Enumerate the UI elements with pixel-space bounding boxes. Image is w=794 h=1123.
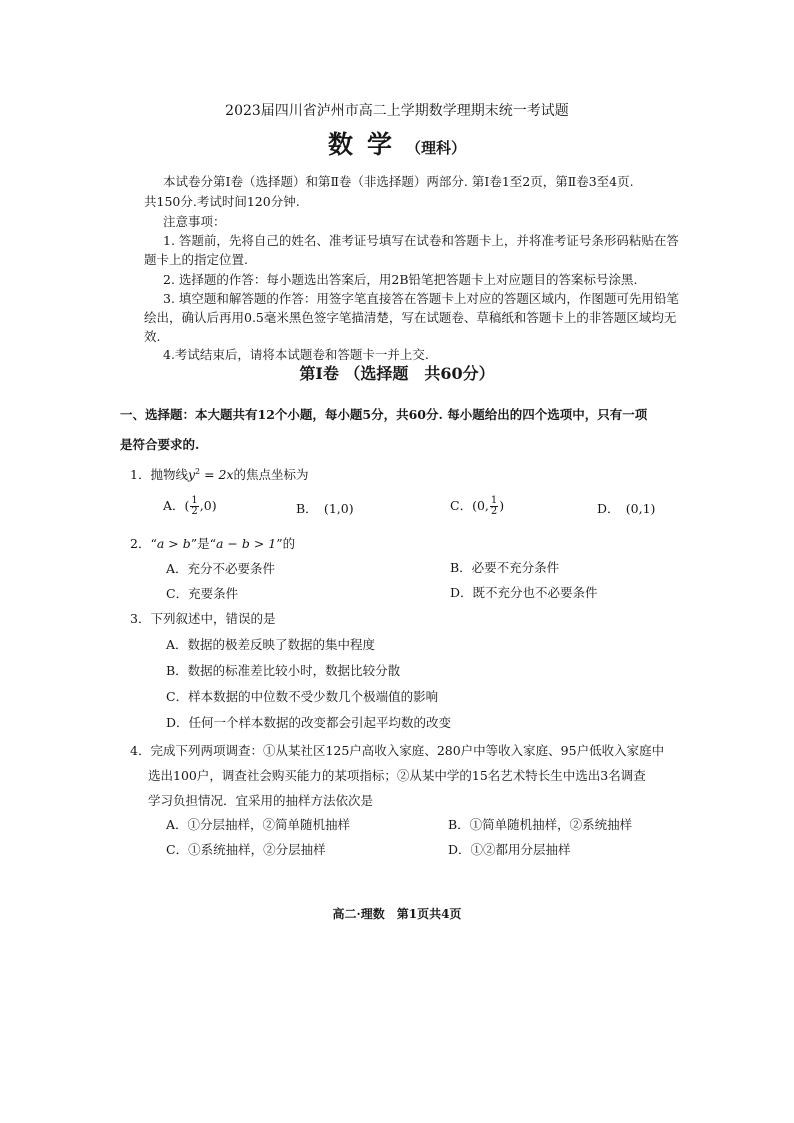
q4-option-d: D．①②都用分层抽样 [448,842,571,857]
q1-a-den: 2 [191,506,198,517]
exam-title: 2023届四川省泸州市高二上学期数学理期末统一考试题 [225,103,569,119]
q4-option-c: C．①系统抽样，②分层抽样 [166,842,326,857]
subject-heading [0,125,794,161]
q1-eq-y: y [187,467,196,482]
q2-stem-pre: 2．“ [130,536,157,551]
q1-option-a [163,496,217,517]
page-footer: 高二·理数 第1页共4页 [332,907,462,921]
notice-3b: 绘出，确认后再用0.5毫米黑色签字笔描清楚，写在试题卷、草稿纸和答题卡上的非答题区域均无 [144,310,677,325]
q1-c-close: ) [499,498,505,513]
subject-note: （理科） [406,139,467,157]
q4-stem-3: 学习负担情况．宜采用的抽样方法依次是 [148,793,374,808]
q1-eq-rest: = 2x [200,467,234,482]
subject-name: 数学 [327,130,406,159]
q1-c-open: (0, [472,498,489,513]
q1-c-num: 1 [490,495,498,506]
q1-option-c [450,496,504,517]
q3-option-b: B．数据的标准差比较小时，数据比较分散 [166,663,401,678]
q1-a-close: ,0) [199,498,217,513]
notice-1b: 题卡上的指定位置. [144,252,248,267]
q2-stem [130,534,295,552]
notice-3c: 效. [144,329,161,344]
section-desc-1: 一、选择题：本大题共有12个小题，每小题5分，共60分. 每小题给出的四个选项中，只有一项 [120,407,648,422]
notice-title: 注意事项： [163,214,226,229]
q2-option-a: A．充分不必要条件 [166,561,276,576]
q1-a-fraction [190,496,198,517]
q4-option-b: B．①简单随机抽样，②系统抽样 [448,817,633,832]
q4-stem-2: 选出100户，调查社会购买能力的某项指标；②从某中学的15名艺术特长生中选出3名调查 [148,768,646,783]
q3-option-a: A．数据的极差反映了数据的集中程度 [166,637,376,652]
q3-option-c: C．样本数据的中位数不受少数几个极端值的影响 [166,689,439,704]
q2-stem-mid: ”是“ [190,536,216,551]
q1-stem [130,465,309,483]
q2-option-d: D．既不充分也不必要条件 [450,585,598,600]
q1-a-open: ( [184,498,190,513]
q1-c-fraction [490,496,498,517]
q1-option-b: B． (1,0) [296,501,354,516]
q4-stem-1: 4．完成下列两项调查：①从某社区125户高收入家庭、280户中等收入家庭、95户低收入家庭中 [130,743,665,758]
q1-a-num: 1 [191,495,198,506]
section-title: 第Ⅰ卷 （选择题 共60分） [299,364,495,383]
notice-3a: 3. 填空题和解答题的作答：用签字笔直接答在答题卡上对应的答题区域内，作图题可先用铅笔 [163,291,679,306]
q2-option-b: B．必要不充分条件 [450,560,560,575]
section-desc-2: 是符合要求的. [120,437,200,452]
q1-c-den: 2 [490,506,498,517]
notice-1a: 1. 答题前，先将自己的姓名、准考证号填写在试卷和答题卡上，并将准考证号条形码粘贴在答 [163,233,679,248]
q2-option-c: C．充要条件 [166,586,239,601]
q1-stem-pre: 1．抛物线 [130,467,188,482]
q2-stem-post: ”的 [276,536,296,551]
q2-expr-2: a − b > 1 [216,536,277,551]
q3-option-d: D．任何一个样本数据的改变都会引起平均数的改变 [166,715,452,730]
q2-expr-1: a > b [156,536,191,551]
q1-a-label: A． [163,498,185,513]
notice-2: 2. 选择题的作答：每小题选出答案后，用2B铅笔把答题卡上对应题目的答案标号涂黑. [163,272,638,287]
notice-4: 4.考试结束后，请将本试题卷和答题卡一并上交. [163,347,429,362]
q1-stem-post: 的焦点坐标为 [233,467,309,482]
q1-c-label: C． [450,498,473,513]
intro-line-2: 共150分.考试时间120分钟. [144,194,300,209]
q1-option-d: D． (0,1) [597,501,656,516]
q3-stem: 3．下列叙述中，错误的是 [130,611,276,626]
intro-line-1: 本试卷分第Ⅰ卷（选择题）和第Ⅱ卷（非选择题）两部分. 第Ⅰ卷1至2页，第Ⅱ卷3至4页. [163,174,634,189]
q4-option-a: A．①分层抽样，②简单随机抽样 [166,817,351,832]
q1-eq-exp: 2 [195,466,201,476]
